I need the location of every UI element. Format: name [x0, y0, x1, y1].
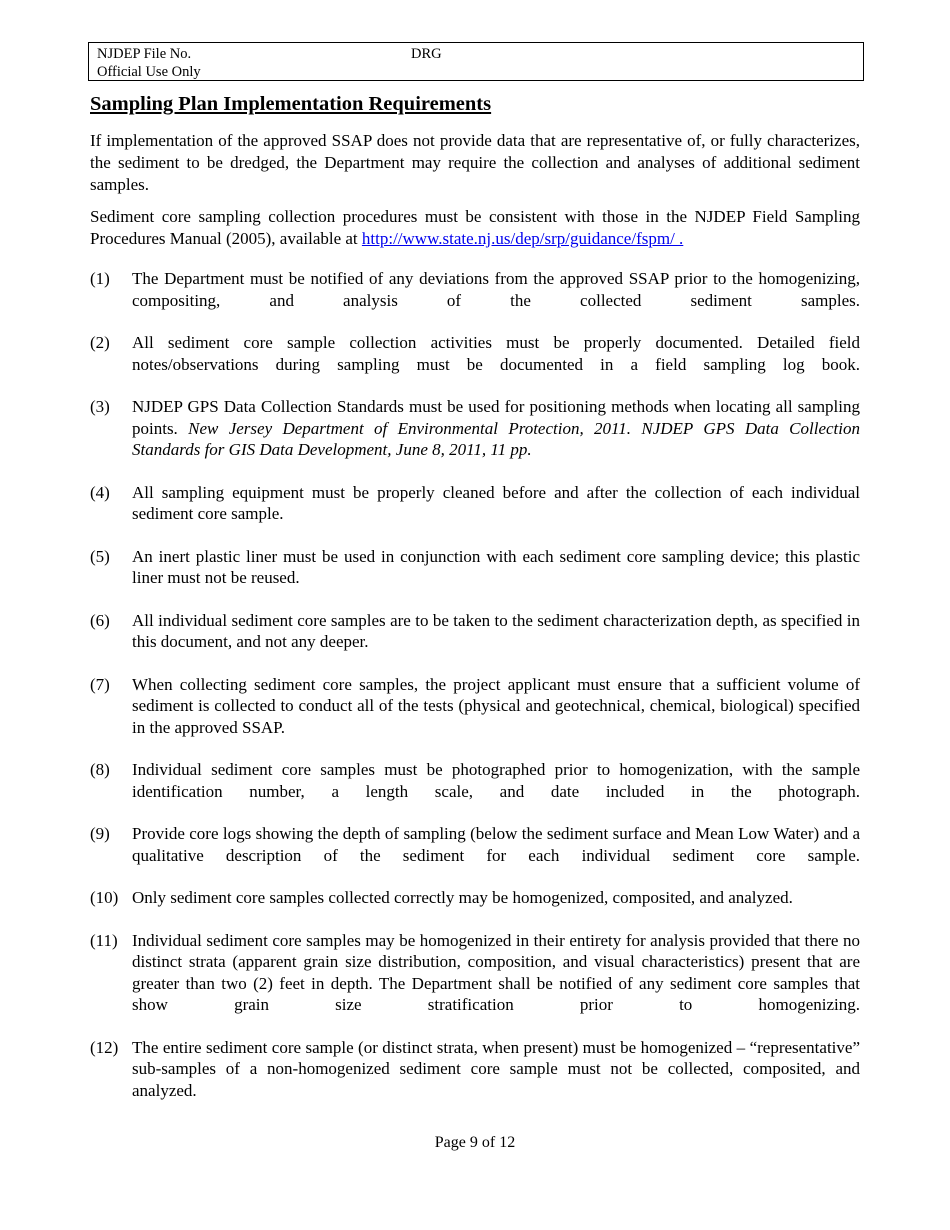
item-number: (2)	[90, 333, 110, 352]
item-text: All individual sediment core samples are to be taken to the sediment characterization depth, as specified in this document, and not any deeper.	[132, 610, 860, 651]
intro-paragraph-2	[90, 206, 860, 250]
list-item	[90, 268, 860, 311]
file-no-label: NJDEP File No.	[97, 46, 192, 62]
item-text-regular: NJDEP GPS Data Collection Standards must be used for positioning methods when locating all sampling points.	[132, 397, 860, 438]
item-number: (6)	[90, 610, 110, 630]
list-item	[90, 1037, 860, 1102]
fspm-link[interactable]: http://www.state.nj.us/dep/srp/guidance/fspm/ .	[361, 229, 684, 248]
item-text: The entire sediment core sample (or distinct strata, when present) must be homogenized – “representative” sub-samples of a non-homogenized sediment core sample must not be collected, composited, and analyzed.	[132, 1037, 860, 1100]
item-text: The Department must be notified of any deviations from the approved SSAP prior to the homogenizing, compositing, and analysis of the collected sediment samples.	[132, 269, 860, 310]
item-text: Individual sediment core samples must be photographed prior to homogenization, with the sample identification number, a length scale, and date included in the photograph.	[132, 760, 860, 801]
official-use-label: Official Use Only	[97, 64, 201, 80]
list-item	[90, 674, 860, 739]
page-title: Sampling Plan Implementation Requirements	[90, 93, 492, 115]
list-item	[90, 396, 860, 461]
item-text	[132, 396, 860, 461]
item-number: (3)	[90, 397, 110, 416]
content	[90, 92, 860, 1122]
drg-label: DRG	[411, 46, 442, 62]
list-item	[90, 332, 860, 375]
item-number: (5)	[90, 546, 110, 566]
header-box	[88, 42, 864, 81]
requirements-list	[90, 268, 860, 1101]
item-number: (10)	[90, 888, 119, 907]
item-text: When collecting sediment core samples, the project applicant must ensure that a sufficient volume of sediment is collected to conduct all of the tests (physical and geotechnical, chemical, biological) specified in the approved SSAP.	[132, 674, 860, 737]
list-item	[90, 759, 860, 802]
intro-paragraph-1: If implementation of the approved SSAP does not provide data that are representative of, or fully characterizes, the sediment to be dredged, the Department may require the collection and analyses of additional sediment samples.	[90, 131, 860, 194]
list-item	[90, 823, 860, 866]
list-item	[90, 610, 860, 653]
item-number: (9)	[90, 824, 110, 843]
list-item	[90, 887, 860, 909]
intro-paragraph-2-text: Sediment core sampling collection procedures must be consistent with those in the NJDEP Field Sampling Procedures Manual (2005), available at	[90, 207, 860, 248]
item-text: All sediment core sample collection activities must be properly documented. Detailed field notes/observations during sampling must be documented in a field sampling log book.	[132, 333, 860, 374]
item-number: (7)	[90, 674, 110, 694]
item-text-italic-citation: New Jersey Department of Environmental Protection, 2011. NJDEP GPS Data Collection Standards for GIS Data Development, June 8, 2011, 11 pp.	[132, 418, 860, 459]
item-number: (8)	[90, 760, 110, 779]
item-text: Provide core logs showing the depth of sampling (below the sediment surface and Mean Low Water) and a qualitative description of the sediment for each individual sediment core sample.	[132, 824, 860, 865]
item-text: An inert plastic liner must be used in conjunction with each sediment core sampling device; this plastic liner must not be reused.	[132, 546, 860, 587]
item-text: Individual sediment core samples may be homogenized in their entirety for analysis provided that there no distinct strata (apparent grain size distribution, composition, and visual characteristics) present that are greater than two (2) feet in depth. The Department shall be notified of any sediment core samples that show grain size stratification prior to homogenizing.	[132, 930, 860, 1014]
item-text: Only sediment core samples collected correctly may be homogenized, composited, and analyzed.	[132, 888, 793, 907]
item-number: (1)	[90, 269, 110, 288]
item-number: (12)	[90, 1037, 119, 1057]
list-item	[90, 546, 860, 589]
page-footer: Page 9 of 12	[434, 1134, 516, 1151]
item-number: (11)	[90, 930, 118, 950]
item-text: All sampling equipment must be properly cleaned before and after the collection of each individual sediment core sample.	[132, 482, 860, 523]
item-number: (4)	[90, 482, 110, 502]
list-item	[90, 482, 860, 525]
list-item	[90, 930, 860, 1016]
